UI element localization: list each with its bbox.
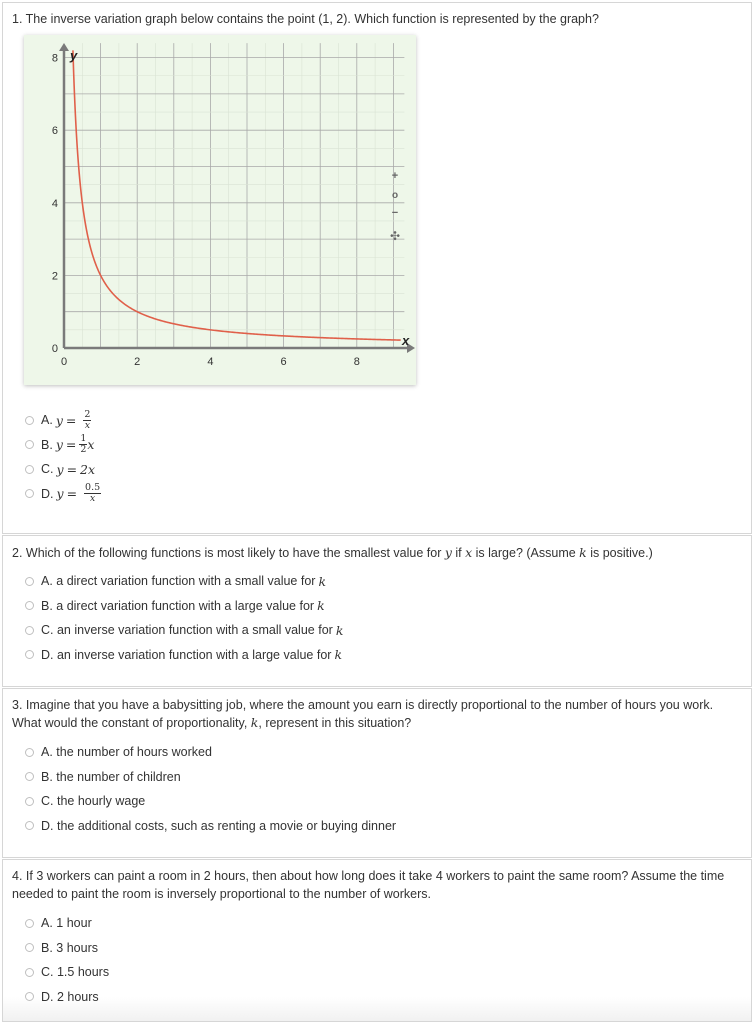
inverse-variation-graph[interactable] (24, 35, 416, 385)
question-1-card (2, 2, 752, 534)
zoom-out-button[interactable]: − (391, 207, 399, 219)
graph-svg (24, 35, 416, 385)
radio-button[interactable] (25, 748, 34, 757)
x-tick-label: 0 (60, 356, 68, 368)
x-tick-label: 2 (134, 356, 141, 368)
q3-choice-b[interactable]: B. the number of children (25, 765, 396, 790)
radio-button[interactable] (25, 626, 34, 635)
pan-move-icon[interactable]: ✣ (389, 229, 401, 243)
radio-button[interactable] (25, 489, 34, 498)
q1-choice-b[interactable]: B. y = $\frac{1}{2}$ x (25, 433, 101, 458)
radio-button[interactable] (25, 772, 34, 781)
radio-button[interactable] (25, 465, 34, 474)
q2-choice-a[interactable]: A. a direct variation function with a small value for k (25, 569, 343, 594)
x-tick-label: 6 (280, 356, 287, 368)
y-tick-label: 4 (51, 197, 58, 210)
q4-choice-d[interactable]: D. 2 hours (25, 985, 109, 1010)
radio-button[interactable] (25, 919, 34, 928)
question-2-card (2, 535, 752, 687)
q1-choice-a[interactable]: A. y = $\frac{2}{x}$ (25, 408, 101, 433)
radio-button[interactable] (25, 992, 34, 1001)
q1-choice-c[interactable]: C. y = 2x (25, 457, 101, 482)
fraction: $\frac{2}{x}$ (84, 408, 91, 431)
question-3-choices (25, 740, 396, 838)
q3-choice-d[interactable]: D. the additional costs, such as renting a movie or buying dinner (25, 814, 396, 839)
q4-choice-c[interactable]: C. 1.5 hours (25, 960, 109, 985)
question-4-text: 4. If 3 workers can paint a room in 2 hours, then about how long does it take 4 workers to paint the same room? Assume the time needed to paint the room is inversely proportional to the number of workers. (12, 869, 725, 901)
x-tick-label: 8 (353, 356, 360, 368)
question-4-choices (25, 911, 109, 1009)
q3-choice-a[interactable]: A. the number of hours worked (25, 740, 396, 765)
radio-button[interactable] (25, 821, 34, 830)
question-2-text: 2. Which of the following functions is most likely to have the smallest value for y if x is large? (Assume k is positive.) (12, 545, 653, 560)
fraction: $\frac{1}{2}$ (80, 433, 87, 456)
radio-button[interactable] (25, 416, 34, 425)
question-1-choices (25, 408, 101, 506)
x-tick-label: 4 (207, 356, 214, 368)
q2-choice-b[interactable]: B. a direct variation function with a large value for k (25, 594, 343, 619)
x-axis-label: x (402, 333, 410, 348)
y-tick-label: 0 (51, 343, 58, 355)
y-axis-label: y (70, 48, 78, 63)
radio-button[interactable] (25, 577, 34, 586)
reset-view-button[interactable]: o (391, 190, 399, 201)
y-tick-label: 6 (51, 125, 58, 138)
question-4-card (2, 859, 752, 1022)
q4-choice-b[interactable]: B. 3 hours (25, 936, 109, 961)
question-3-text: 3. Imagine that you have a babysitting job, where the amount you earn is directly proportional to the number of hours you work. What would the constant of proportionality, k, represent in this situation? (12, 698, 714, 730)
question-2-choices (25, 569, 343, 667)
radio-button[interactable] (25, 440, 34, 449)
radio-button[interactable] (25, 650, 34, 659)
radio-button[interactable] (25, 943, 34, 952)
y-tick-label: 8 (51, 52, 58, 65)
zoom-in-button[interactable]: + (391, 170, 399, 182)
q3-choice-c[interactable]: C. the hourly wage (25, 789, 396, 814)
question-1-text: 1. The inverse variation graph below contains the point (1, 2). Which function is represented by the graph? (12, 12, 599, 26)
radio-button[interactable] (25, 601, 34, 610)
radio-button[interactable] (25, 968, 34, 977)
q1-choice-d[interactable]: D. y = $\frac{0.5}{x}$ (25, 482, 101, 507)
q2-choice-d[interactable]: D. an inverse variation function with a large value for k (25, 643, 343, 668)
q2-choice-c[interactable]: C. an inverse variation function with a small value for k (25, 618, 343, 643)
y-tick-label: 2 (51, 270, 58, 283)
radio-button[interactable] (25, 797, 34, 806)
question-3-card (2, 688, 752, 858)
fraction: $\frac{0.5}{x}$ (85, 482, 101, 505)
q4-choice-a[interactable]: A. 1 hour (25, 911, 109, 936)
